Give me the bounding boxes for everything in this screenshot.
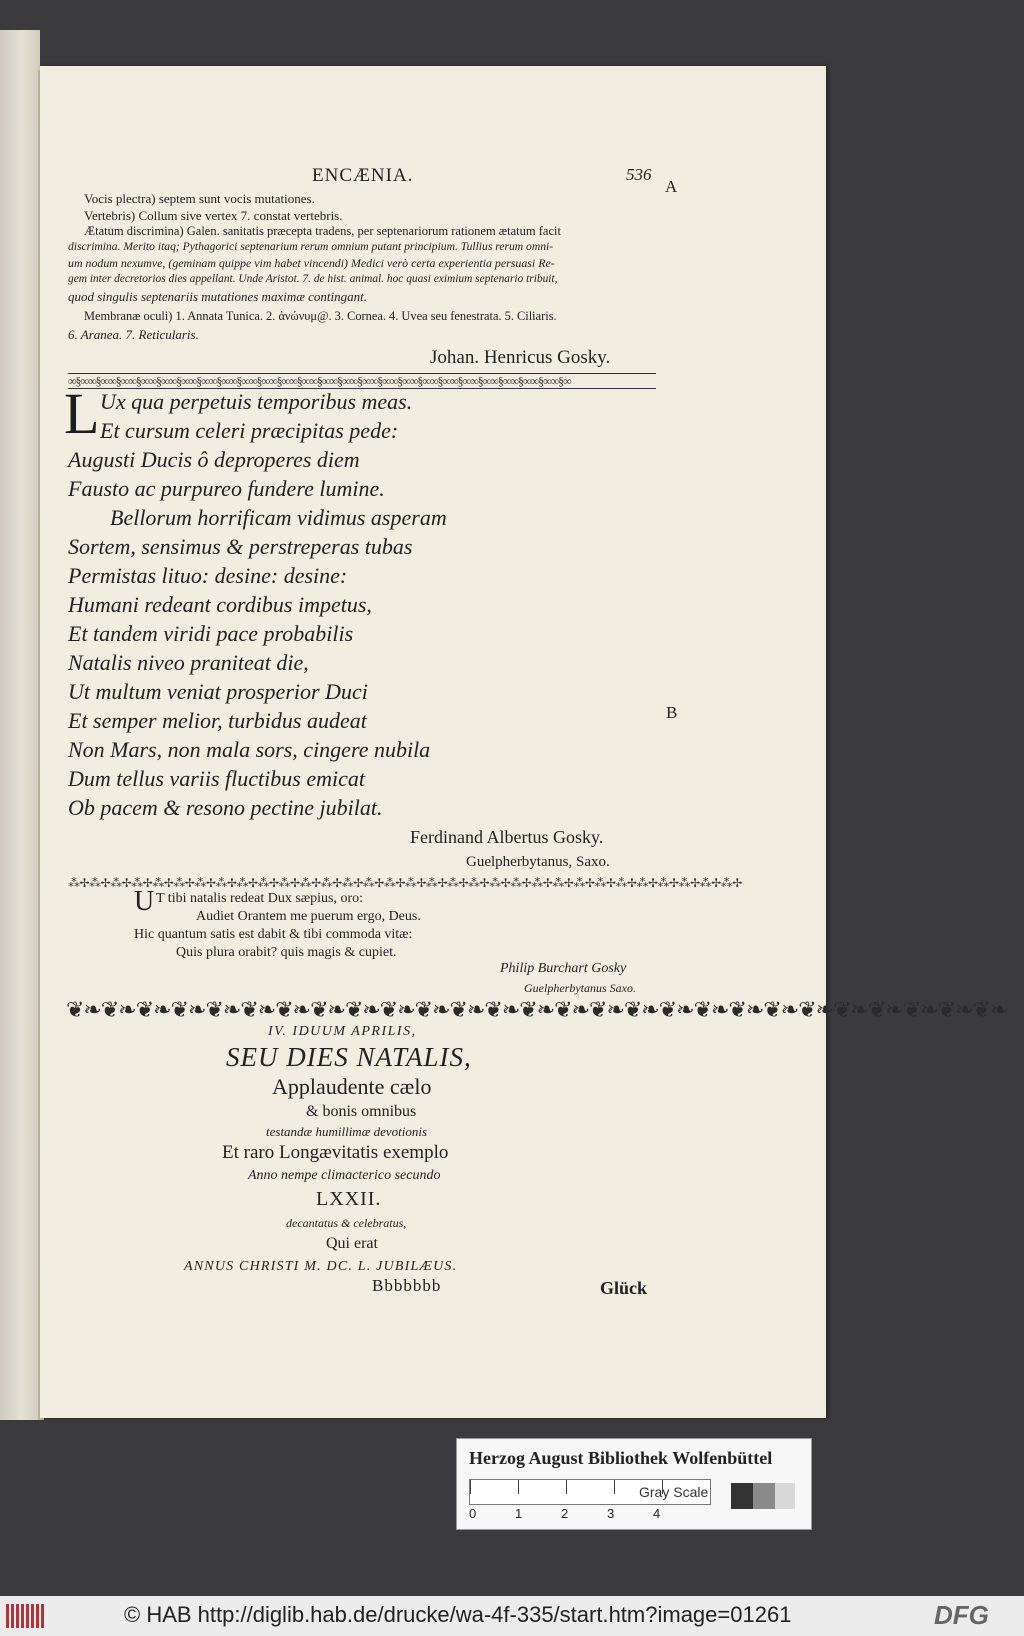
ornament-rule-stars: ⁂✢⁂✢⁂✢⁂✢⁂✢⁂✢⁂✢⁂✢⁂✢⁂✢⁂✢⁂✢⁂✢⁂✢⁂✢⁂✢⁂✢⁂✢⁂✢⁂✢⁂✢⁂✢⁂✢⁂✢⁂✢⁂✢⁂✢⁂✢⁂✢⁂✢⁂✢⁂✢ <box>68 876 742 890</box>
scale-number: 0 <box>469 1506 477 1521</box>
title-roman-numeral: LXXII. <box>316 1188 382 1210</box>
signature-ferdinand-origin: Guelpherbytanus, Saxo. <box>466 854 610 870</box>
gray-swatch-light <box>775 1483 795 1509</box>
poem-line: Natalis niveo praniteat die, <box>68 650 309 675</box>
note-line: Ætatum discrimina) Galen. sanitatis præcepta tradens, per septenariorum rationem ætatum facit <box>84 224 561 238</box>
dfg-logo: DFG <box>934 1600 989 1630</box>
note-line: discrimina. Merito itaq; Pythagorici septenarium rerum omnium putant principium. Tullius rerum omni- <box>68 240 554 253</box>
poem-line: Bellorum horrificam vidimus asperam <box>110 505 447 530</box>
fleuron-band: ❦❧❦❧❦❧❦❧❦❧❦❧❦❧❦❧❦❧❦❧❦❧❦❧❦❧❦❧❦❧❦❧❦❧❦❧❦❧❦❧❦❧❦❧❦❧❦❧❦❧❦❧❦❧ <box>66 997 1008 1022</box>
scale-number: 2 <box>561 1506 569 1521</box>
verse-line: T tibi natalis redeat Dux sæpius, oro: <box>156 891 363 906</box>
note-line: um nodum nexumve, (geminam quippe vim habet vincendi) Medici verò certa experientia persuasi Re- <box>68 256 555 270</box>
scale-number: 3 <box>607 1506 615 1521</box>
title-line: ANNUS CHRISTI M. DC. L. JUBILÆUS. <box>184 1259 458 1274</box>
drop-cap: L <box>64 381 100 446</box>
title-line: Applaudente cælo <box>272 1074 432 1099</box>
poem-line: Permistas lituo: desine: desine: <box>68 563 348 588</box>
verse-line: Quis plura orabit? quis magis & cupiet. <box>176 945 397 960</box>
poem-line: Augusti Ducis ô deproperes diem <box>68 447 360 472</box>
page-number: 536 <box>626 165 652 184</box>
small-drop-cap: U <box>134 886 155 917</box>
note-line: quod singulis septenariis mutationes maximæ contingant. <box>68 289 367 304</box>
title-line: decantatus & celebratus, <box>286 1216 407 1230</box>
signature-mark: Bbbbbbb <box>372 1276 442 1295</box>
library-name: Herzog August Bibliothek Wolfenbüttel <box>469 1448 773 1468</box>
poem-line: Non Mars, non mala sors, cingere nubila <box>68 737 431 762</box>
signature-philip: Philip Burchart Gosky <box>500 961 627 976</box>
gray-swatch-dark <box>731 1483 753 1509</box>
running-header: ENCÆNIA. <box>312 165 414 186</box>
signature-ferdinand: Ferdinand Albertus Gosky. <box>410 827 604 847</box>
signature-philip-origin: Guelpherbytanus Saxo. <box>524 981 636 995</box>
poem-line: Ob pacem & resono pectine jubilat. <box>68 795 383 820</box>
title-line: testandæ humillimæ devotionis <box>266 1124 428 1139</box>
gray-swatch-mid <box>753 1483 775 1509</box>
verse-line: Audiet Orantem me puerum ergo, Deus. <box>196 909 421 924</box>
poem-line: Ux qua perpetuis temporibus meas. <box>100 389 413 414</box>
title-date: IV. IDUUM APRILIS, <box>268 1024 417 1039</box>
poem-line: Humani redeant cordibus impetus, <box>68 592 372 617</box>
scale-number: 1 <box>515 1506 523 1521</box>
note-line: gem inter decretorios dies appellant. Unde Aristot. 7. de hist. animal. hoc quasi eximium septenario tribuit, <box>68 273 558 285</box>
margin-letter-a: A <box>665 177 678 196</box>
title-line: & bonis omnibus <box>306 1103 417 1120</box>
note-line: Vertebris) Collum sive vertex 7. constat vertebris. <box>84 208 343 223</box>
verse-line: Hic quantum satis est dabit & tibi commoda vitæ: <box>134 927 413 942</box>
title-line: Et raro Longævitatis exemplo <box>222 1142 449 1163</box>
poem-line: Et semper melior, turbidus audeat <box>68 708 367 733</box>
viewer-footer <box>0 1596 1024 1636</box>
scale-number: 4 <box>653 1506 661 1521</box>
gray-scale-label: Gray Scale <box>639 1484 709 1500</box>
signature-johan: Johan. Henricus Gosky. <box>430 347 611 368</box>
ornament-rule: ∞§∞∞§∞∞§∞∞§∞∞§∞∞§∞∞§∞∞§∞∞§∞∞§∞∞§∞∞§∞∞§∞∞§∞∞§∞∞§∞∞§∞∞§∞∞§∞∞§∞∞§∞∞§∞∞§∞∞§∞∞§∞ <box>68 373 656 389</box>
poem-line: Ut multum veniat prosperior Duci <box>68 679 368 704</box>
margin-letter-b: B <box>666 703 678 722</box>
poem-line: Dum tellus variis fluctibus emicat <box>68 766 365 791</box>
poem-line: Fausto ac purpureo fundere lumine. <box>68 476 385 501</box>
facing-page-edge <box>0 30 40 1420</box>
note-line: Vocis plectra) septem sunt vocis mutationes. <box>84 191 315 206</box>
catchword: Glück <box>600 1278 648 1298</box>
poem-line: Et cursum celeri præcipitas pede: <box>100 418 399 443</box>
hab-logo-icon <box>6 1604 46 1628</box>
copyright-link[interactable]: © HAB http://diglib.hab.de/drucke/wa-4f-335/start.htm?image=01261 <box>124 1602 792 1627</box>
note-line: 6. Aranea. 7. Reticularis. <box>68 327 199 342</box>
title-line: Qui erat <box>326 1235 378 1252</box>
library-label <box>456 1438 812 1530</box>
title-dies-natalis: SEU DIES NATALIS, <box>226 1042 472 1072</box>
poem-line: Et tandem viridi pace probabilis <box>68 621 354 646</box>
poem-line: Sortem, sensimus & perstreperas tubas <box>68 534 413 559</box>
title-line: Anno nempe climacterico secundo <box>248 1168 441 1183</box>
note-line: Membranæ oculi) 1. Annata Tunica. 2. ἀνώνυμ@. 3. Cornea. 4. Uvea seu fenestrata. 5. Ciliaris. <box>84 309 557 323</box>
